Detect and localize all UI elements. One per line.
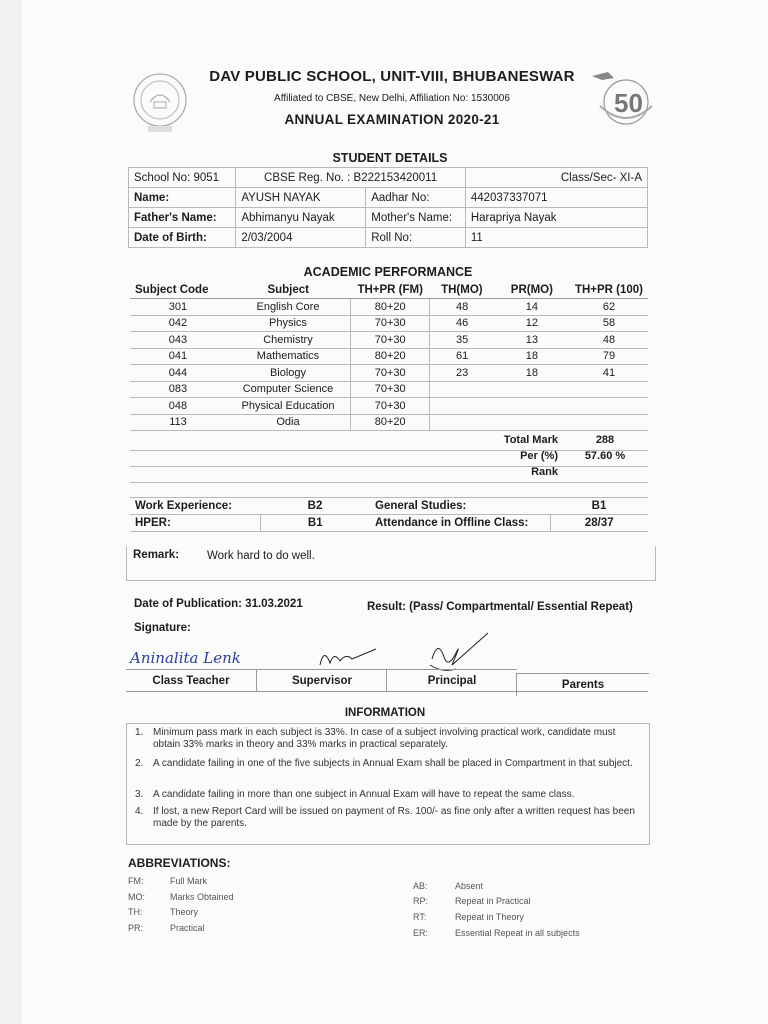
hper-grade: B1: [260, 515, 370, 532]
abbr-key: RT:: [413, 912, 427, 922]
abbr-value: Marks Obtained: [170, 892, 234, 902]
roll-label: Roll No:: [366, 228, 466, 248]
hper-label: HPER:: [130, 515, 260, 532]
information-box: [126, 723, 650, 845]
abbr-value: Repeat in Practical: [455, 896, 531, 906]
abbr-key: FM:: [128, 876, 144, 886]
total-label: Total Mark: [503, 434, 558, 446]
cbse-reg: CBSE Reg. No. : B222153420011: [236, 168, 466, 188]
marks-cell: Computer Science: [226, 381, 351, 398]
gs-grade: B1: [550, 498, 648, 515]
supervisor-caption: Supervisor: [256, 669, 387, 692]
marks-cell: 70+30: [351, 381, 430, 398]
attendance-value: 28/37: [550, 515, 648, 532]
info-number: 4.: [135, 806, 144, 817]
aadhar-label: Aadhar No:: [366, 188, 466, 208]
remark-text: Work hard to do well.: [207, 550, 315, 562]
col-header: TH+PR (FM): [351, 282, 430, 299]
marks-cell: 044: [130, 365, 226, 382]
marks-cell: 79: [570, 348, 648, 365]
abbr-value: Absent: [455, 881, 484, 891]
class-teacher-caption: Class Teacher: [126, 669, 256, 692]
marks-cell: [494, 398, 570, 415]
student-details-title: STUDENT DETAILS: [332, 151, 448, 165]
abbr-key: PR:: [128, 923, 144, 933]
col-header: Subject: [226, 282, 351, 299]
marks-cell: 70+30: [351, 332, 430, 349]
work-exp-grade: B2: [260, 498, 370, 515]
marks-cell: 35: [430, 332, 494, 349]
work-exp-label: Work Experience:: [130, 498, 260, 515]
marks-cell: [570, 398, 648, 415]
dob-label: Date of Birth:: [129, 228, 236, 248]
total-row: [130, 434, 648, 451]
info-text: If lost, a new Report Card will be issued on payment of Rs. 100/- as fine only after a written request has been made by the parents.: [153, 806, 635, 829]
dob-value: 2/03/2004: [236, 228, 366, 248]
marks-cell: [570, 381, 648, 398]
abbr-key: ER:: [413, 928, 429, 938]
remark-box: [126, 546, 656, 581]
abbr-key: TH:: [128, 907, 143, 917]
marks-cell: 48: [430, 299, 494, 316]
marks-cell: 23: [430, 365, 494, 382]
marks-row: [130, 381, 648, 398]
aadhar-value: 442037337071: [465, 188, 647, 208]
marks-cell: Biology: [226, 365, 351, 382]
abbr-value: Theory: [170, 907, 199, 917]
academic-performance-title: ACADEMIC PERFORMANCE: [303, 265, 473, 279]
marks-cell: 62: [570, 299, 648, 316]
percent-label: Per (%): [520, 450, 558, 462]
anniversary-50-logo: [586, 70, 660, 130]
info-text: A candidate failing in one of the five subjects in Annual Exam shall be placed in Compartment in that subject.: [153, 758, 633, 769]
marks-row: [130, 398, 648, 415]
marks-cell: Chemistry: [226, 332, 351, 349]
marks-cell: [570, 414, 648, 431]
marks-cell: 083: [130, 381, 226, 398]
roll-value: 11: [465, 228, 647, 248]
marks-row: [130, 299, 648, 316]
marks-cell: [430, 414, 494, 431]
marks-row: [130, 365, 648, 382]
marks-cell: Physical Education: [226, 398, 351, 415]
father-name: Abhimanyu Nayak: [236, 208, 366, 228]
marks-row: [130, 315, 648, 332]
col-header: PR(MO): [494, 282, 570, 299]
marks-cell: Mathematics: [226, 348, 351, 365]
abbr-key: AB:: [413, 881, 428, 891]
marks-cell: 301: [130, 299, 226, 316]
remark-label: Remark:: [133, 549, 180, 561]
marks-cell: Odia: [226, 414, 351, 431]
info-number: 3.: [135, 789, 144, 800]
abbr-value: Practical: [170, 923, 205, 933]
marks-table: [130, 282, 648, 431]
abbr-value: Full Mark: [170, 876, 208, 886]
col-header: TH+PR (100): [570, 282, 648, 299]
mother-label: Mother's Name:: [366, 208, 466, 228]
marks-cell: 042: [130, 315, 226, 332]
total-value: 288: [595, 434, 615, 446]
rank-label: Rank: [531, 466, 558, 478]
marks-cell: 48: [570, 332, 648, 349]
percent-row: [130, 450, 648, 467]
marks-cell: 80+20: [351, 299, 430, 316]
father-label: Father's Name:: [129, 208, 236, 228]
gs-label: General Studies:: [370, 498, 550, 515]
marks-cell: 61: [430, 348, 494, 365]
marks-cell: 048: [130, 398, 226, 415]
marks-row: [130, 332, 648, 349]
col-header: Subject Code: [130, 282, 226, 299]
mother-name: Harapriya Nayak: [465, 208, 647, 228]
marks-cell: 41: [570, 365, 648, 382]
abbr-value: Repeat in Theory: [455, 912, 524, 922]
abbr-key: MO:: [128, 892, 145, 902]
marks-row: [130, 414, 648, 431]
col-header: TH(MO): [430, 282, 494, 299]
marks-cell: 18: [494, 348, 570, 365]
affiliation-line: Affiliated to CBSE, New Delhi, Affiliation No: 1530006: [274, 93, 510, 104]
marks-cell: 70+30: [351, 315, 430, 332]
marks-cell: 46: [430, 315, 494, 332]
exam-title: ANNUAL EXAMINATION 2020-21: [284, 112, 500, 127]
marks-cell: [430, 381, 494, 398]
marks-cell: [430, 398, 494, 415]
marks-cell: 041: [130, 348, 226, 365]
student-details-table: [128, 167, 648, 248]
name-label: Name:: [129, 188, 236, 208]
co-scholastic-table: [130, 497, 648, 532]
school-emblem-logo: [124, 70, 196, 134]
marks-cell: 70+30: [351, 398, 430, 415]
signature-row: [126, 651, 648, 692]
info-number: 1.: [135, 727, 144, 738]
student-name: AYUSH NAYAK: [236, 188, 366, 208]
class-sec: Class/Sec- XI-A: [465, 168, 647, 188]
marks-cell: 70+30: [351, 365, 430, 382]
class-teacher-signature: Aninalita Lenk: [130, 649, 241, 667]
marks-cell: 18: [494, 365, 570, 382]
marks-cell: 043: [130, 332, 226, 349]
marks-cell: [494, 381, 570, 398]
school-no: School No: 9051: [129, 168, 236, 188]
marks-cell: 58: [570, 315, 648, 332]
signature-label: Signature:: [134, 622, 191, 634]
school-name: DAV PUBLIC SCHOOL, UNIT-VIII, BHUBANESWAR: [209, 68, 575, 85]
info-number: 2.: [135, 758, 144, 769]
abbr-key: RP:: [413, 896, 429, 906]
supervisor-signature: [316, 645, 386, 669]
parents-caption: Parents: [516, 673, 649, 696]
publication-date: Date of Publication: 31.03.2021: [134, 598, 303, 610]
marks-cell: Physics: [226, 315, 351, 332]
result-line: Result: (Pass/ Compartmental/ Essential Repeat): [367, 601, 633, 613]
marks-cell: English Core: [226, 299, 351, 316]
attendance-label: Attendance in Offline Class:: [370, 515, 550, 532]
info-text: A candidate failing in more than one subject in Annual Exam will have to repeat the same class.: [153, 789, 575, 800]
marks-row: [130, 348, 648, 365]
marks-cell: 80+20: [351, 414, 430, 431]
marks-cell: 13: [494, 332, 570, 349]
abbr-value: Essential Repeat in all subjects: [455, 928, 580, 938]
information-title: INFORMATION: [344, 707, 426, 719]
principal-caption: Principal: [386, 669, 517, 692]
marks-cell: 80+20: [351, 348, 430, 365]
info-text: Minimum pass mark in each subject is 33%. In case of a subject involving practical work, candidate must obtain 33% marks in theory and 33% marks in practical separately.: [153, 727, 616, 750]
abbreviations-title: ABBREVIATIONS:: [128, 856, 231, 870]
percent-value: 57.60 %: [584, 450, 626, 462]
marks-cell: 113: [130, 414, 226, 431]
rank-row: [130, 466, 648, 483]
marks-cell: 12: [494, 315, 570, 332]
marks-cell: [494, 414, 570, 431]
svg-text:50: 50: [614, 88, 643, 118]
marks-cell: 14: [494, 299, 570, 316]
